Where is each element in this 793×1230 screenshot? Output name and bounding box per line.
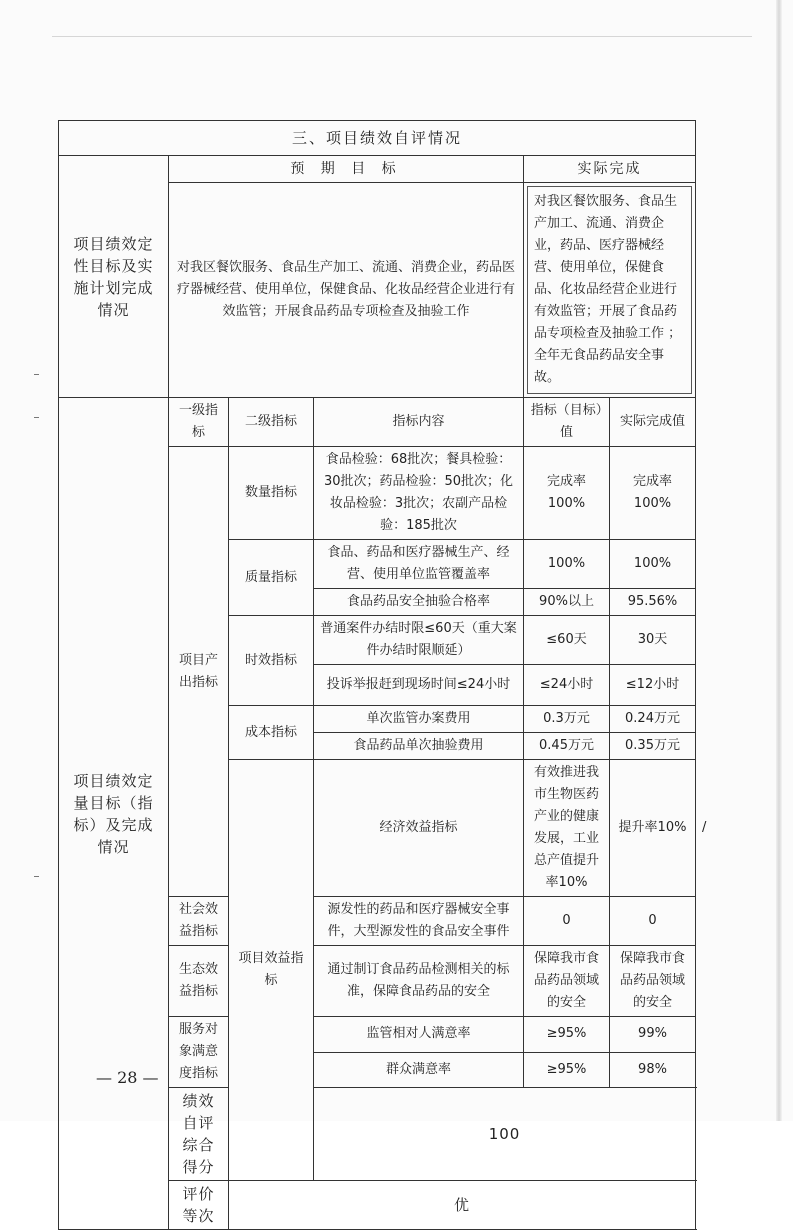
timeliness-label: 时效指标 [229, 616, 314, 706]
timeliness-target-2: ≤24小时 [524, 665, 610, 706]
timeliness-actual-1: 30天 [610, 616, 696, 665]
economic-label: 经济效益指标 [314, 760, 524, 897]
score-label: 绩效自评综合得分 [169, 1088, 229, 1181]
header-actual: 实际完成值 [610, 398, 696, 447]
quality-actual-2: 95.56% [610, 589, 696, 616]
cost-actual-1: 0.24万元 [610, 706, 696, 733]
satisfaction-actual-1: 99% [610, 1017, 696, 1053]
satisfaction-content-1: 监管相对人满意率 [314, 1017, 524, 1053]
quantity-content: 食品检验：68批次；餐具检验：30批次；药品检验：50批次；化妆品检验：3批次；农副产品检验：185批次 [314, 447, 524, 540]
quality-target-2: 90%以上 [524, 589, 610, 616]
timeliness-content-1: 普通案件办结时限≤60天（重大案件办结时限顺延） [314, 616, 524, 665]
eco-target: 保障我市食品药品领域的安全 [524, 946, 610, 1017]
scan-edge-shadow [776, 0, 782, 1121]
timeliness-actual-2: ≤12小时 [610, 665, 696, 706]
grade-label: 评价等次 [169, 1181, 229, 1230]
social-content: 源发性的药品和医疗器械安全事件，大型源发性的食品安全事件 [314, 897, 524, 946]
satisfaction-target-1: ≥95% [524, 1017, 610, 1053]
social-target: 0 [524, 897, 610, 946]
grade-value: 优 [229, 1181, 696, 1230]
performance-table [58, 120, 707, 1230]
quality-content-2: 食品药品安全抽验合格率 [314, 589, 524, 616]
actual-cell [524, 183, 696, 398]
actual-header: 实际完成 [524, 156, 696, 183]
actual-text: 对我区餐饮服务、食品生产加工、流通、消费企业，药品、医疗器械经营、使用单位，保健食品、化妆品经营企业进行有效监管；开展了食品药品专项检查及抽验工作 ；全年无食品药品安全事故。 [527, 186, 692, 394]
top-rule [52, 36, 752, 37]
page-number: — 28 — [96, 1068, 159, 1087]
satisfaction-target-2: ≥95% [524, 1052, 610, 1088]
timeliness-target-1: ≤60天 [524, 616, 610, 665]
economic-content: 有效推进我市生物医药产业的健康发展，工业总产值提升率10% [524, 760, 610, 897]
cost-label: 成本指标 [229, 706, 314, 760]
benefit-label: 项目效益指标 [229, 760, 314, 1181]
quantity-label: 数量指标 [229, 447, 314, 540]
satisfaction-content-2: 群众满意率 [314, 1052, 524, 1088]
cost-actual-2: 0.35万元 [610, 733, 696, 760]
cost-content-2: 食品药品单次抽验费用 [314, 733, 524, 760]
header-content: 指标内容 [314, 398, 524, 447]
quality-target-1: 100% [524, 540, 610, 589]
quality-actual-1: 100% [610, 540, 696, 589]
goal-text: 对我区餐饮服务、食品生产加工、流通、消费企业，药品医疗器械经营、使用单位，保健食品、化妆品经营企业进行有效监管；开展食品药品专项检查及抽验工作 [169, 183, 524, 398]
satisfaction-label: 服务对象满意度指标 [169, 1017, 229, 1088]
economic-target: 提升率10% [610, 760, 696, 897]
quant-label: 项目绩效定量目标（指标）及完成情况 [59, 398, 169, 1230]
social-label: 社会效益指标 [169, 897, 229, 946]
table-row: 项目效益指标 经济效益指标 有效推进我市生物医药产业的健康发展，工业总产值提升率10% 提升率10% / [59, 760, 696, 897]
cost-target-2: 0.45万元 [524, 733, 610, 760]
timeliness-content-2: 投诉举报赶到现场时间≤24小时 [314, 665, 524, 706]
quality-content-1: 食品、药品和医疗器械生产、经营、使用单位监管覆盖率 [314, 540, 524, 589]
margin-mark [34, 374, 39, 375]
margin-mark [34, 876, 39, 877]
eco-content: 通过制订食品药品检测相关的标准，保障食品药品的安全 [314, 946, 524, 1017]
qual-label: 项目绩效定性目标及实施计划完成情况 [59, 156, 169, 398]
margin-mark [34, 417, 39, 418]
eco-actual: 保障我市食品药品领域的安全 [610, 946, 696, 1017]
goal-header: 预 期 目 标 [169, 156, 524, 183]
eco-label: 生态效益指标 [169, 946, 229, 1017]
header-target: 指标（目标）值 [524, 398, 610, 447]
quantity-target: 完成率100% [524, 447, 610, 540]
social-actual: 0 [610, 897, 696, 946]
score-value: 100 [314, 1088, 696, 1181]
header-level2: 二级指标 [229, 398, 314, 447]
cost-target-1: 0.3万元 [524, 706, 610, 733]
section-title: 三、项目绩效自评情况 [59, 121, 696, 156]
satisfaction-actual-2: 98% [610, 1052, 696, 1088]
output-label: 项目产出指标 [169, 447, 229, 897]
quality-label: 质量指标 [229, 540, 314, 616]
quantity-actual: 完成率100% [610, 447, 696, 540]
header-level1: 一级指标 [169, 398, 229, 447]
cost-content-1: 单次监管办案费用 [314, 706, 524, 733]
